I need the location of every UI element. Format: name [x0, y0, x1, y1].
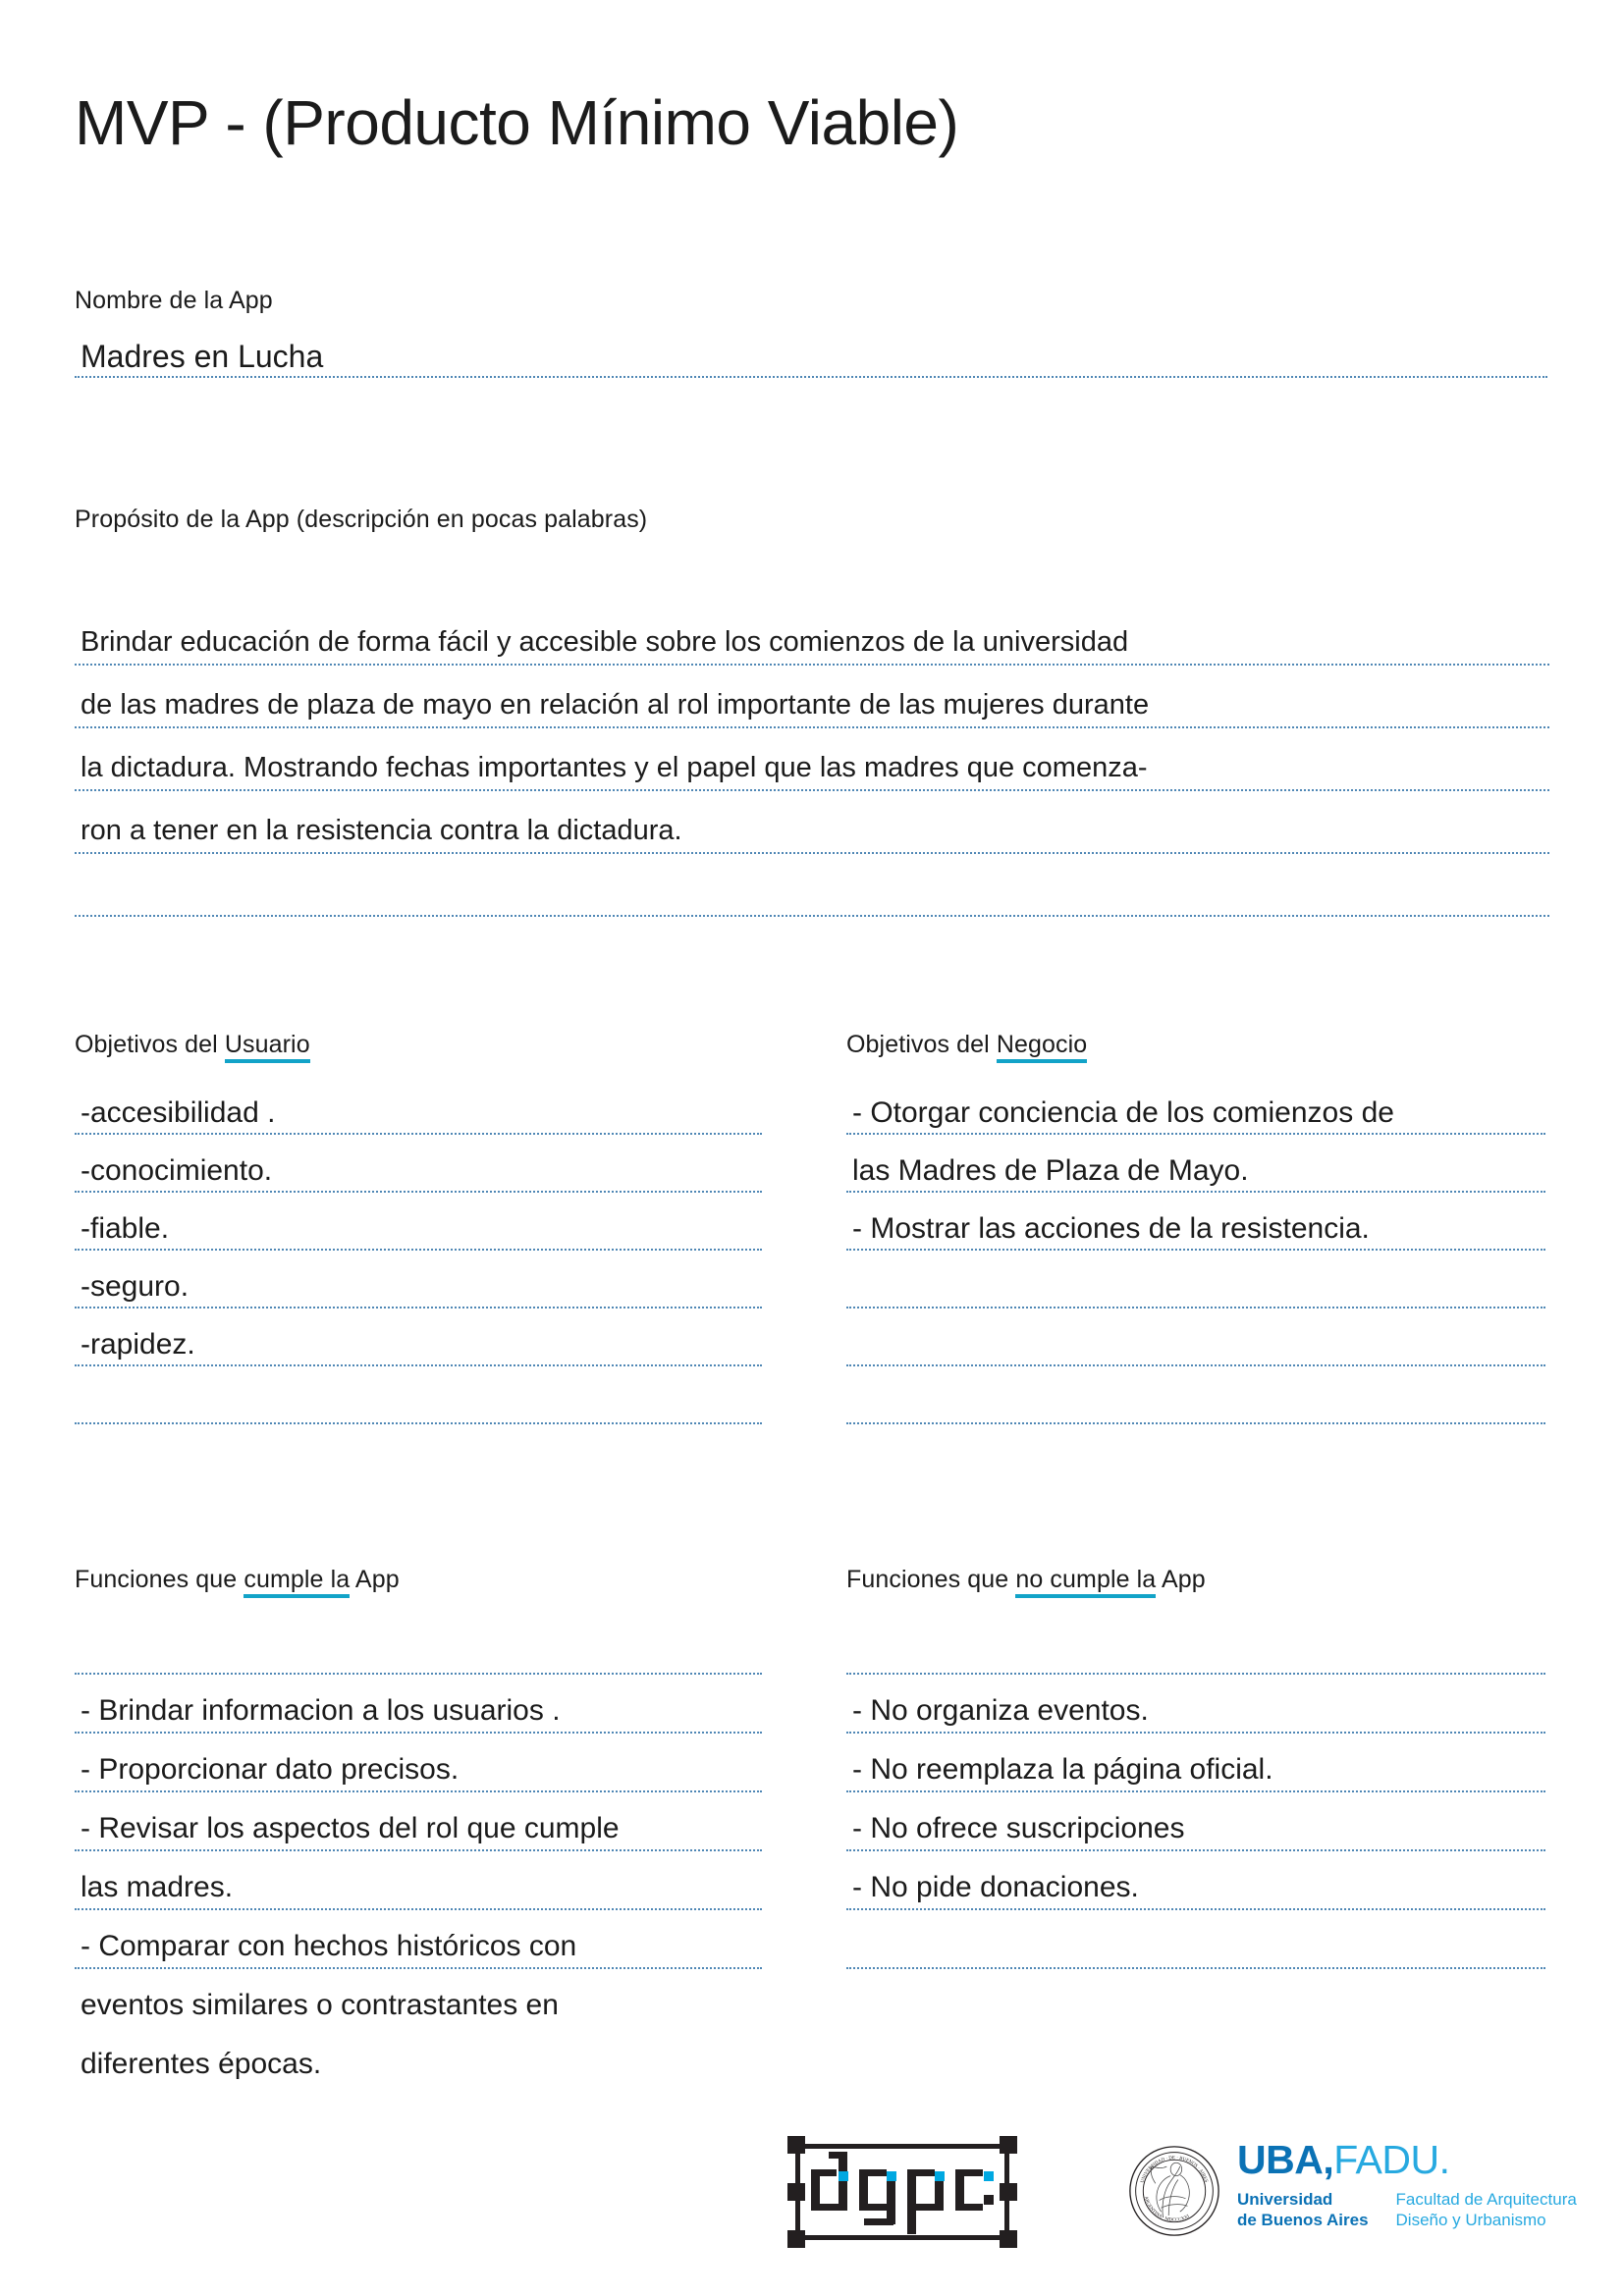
function-line[interactable]: - Revisar los aspectos del rol que cumple [75, 1792, 762, 1851]
purpose-section [75, 506, 1549, 917]
fadu-subtitle-line1: Facultad de Arquitectura [1395, 2190, 1577, 2209]
page-title: MVP - (Producto Mínimo Viable) [75, 87, 959, 158]
function-line[interactable]: - No organiza eventos. [846, 1675, 1545, 1734]
uba-fadu-logo [1127, 2130, 1577, 2258]
functions-fulfilled-label-prefix: Funciones que [75, 1566, 244, 1593]
dgpc-handle-bottom-right-icon [1000, 2230, 1017, 2248]
user-goals-lines [75, 1077, 762, 1424]
svg-text:ARGENTINA · MDCCCXXI: ARGENTINA · MDCCCXXI [1142, 2196, 1191, 2223]
uba-seal-icon [1127, 2144, 1221, 2238]
user-goals-label [75, 1031, 762, 1059]
business-goal-line[interactable]: - Mostrar las acciones de la resistencia. [846, 1193, 1545, 1251]
uba-subtitle-line2: de Buenos Aires [1237, 2211, 1369, 2230]
business-goals-lines [846, 1077, 1545, 1424]
uba-fadu-text [1237, 2137, 1577, 2231]
functions-not-fulfilled-section [846, 1566, 1545, 2028]
uba-wordmark: UBA, [1237, 2137, 1334, 2182]
function-line[interactable]: las madres. [75, 1851, 762, 1910]
functions-fulfilled-label-suffix: App [350, 1566, 400, 1593]
app-name-label: Nombre de la App [75, 287, 273, 314]
dgpc-handle-middle-right-icon [1000, 2183, 1017, 2201]
purpose-line[interactable]: la dictadura. Mostrando fechas importantes y el papel que las madres que comenza- [75, 728, 1549, 791]
function-line[interactable] [75, 1612, 762, 1675]
business-goal-line[interactable] [846, 1366, 1545, 1424]
business-goals-section [846, 1031, 1545, 1424]
purpose-line[interactable] [75, 854, 1549, 917]
business-goal-line[interactable] [846, 1251, 1545, 1308]
function-line[interactable] [846, 1969, 1545, 2028]
user-goal-line[interactable]: -rapidez. [75, 1308, 762, 1366]
user-goal-line[interactable]: -fiable. [75, 1193, 762, 1251]
user-goals-label-prefix: Objetivos del [75, 1031, 225, 1058]
functions-not-fulfilled-label-suffix: App [1156, 1566, 1206, 1593]
dgpc-logo [785, 2134, 1019, 2250]
business-goals-label-keyword: Negocio [997, 1031, 1087, 1063]
function-line[interactable]: - Proporcionar dato precisos. [75, 1734, 762, 1792]
footer [0, 2128, 1624, 2295]
svg-text:UNIVERSIDAD · DE · BUENOS · AI: UNIVERSIDAD · DE · BUENOS · AIRES [1140, 2156, 1209, 2184]
purpose-line[interactable]: Brindar educación de forma fácil y accesible sobre los comienzos de la universidad [75, 603, 1549, 666]
function-line[interactable] [846, 1910, 1545, 1969]
business-goal-line[interactable]: - Otorgar conciencia de los comienzos de [846, 1077, 1545, 1135]
dgpc-handle-top-right-icon [1000, 2136, 1017, 2154]
uba-subtitle [1237, 2189, 1369, 2231]
dgpc-handle-bottom-left-icon [787, 2230, 805, 2248]
fadu-wordmark: FADU. [1333, 2137, 1450, 2182]
user-goal-line[interactable]: -accesibilidad . [75, 1077, 762, 1135]
user-goal-line[interactable] [75, 1366, 762, 1424]
functions-not-fulfilled-label-keyword: no cumple la [1015, 1566, 1156, 1598]
dgpc-handle-middle-left-icon [787, 2183, 805, 2201]
purpose-line[interactable]: ron a tener en la resistencia contra la dictadura. [75, 791, 1549, 854]
uba-fadu-wordmark [1237, 2137, 1577, 2182]
purpose-lines [75, 603, 1549, 917]
functions-fulfilled-label-keyword: cumple la [244, 1566, 350, 1598]
purpose-label: Propósito de la App (descripción en pocas palabras) [75, 506, 648, 533]
user-goal-line[interactable]: -seguro. [75, 1251, 762, 1308]
function-line[interactable]: - Brindar informacion a los usuarios . [75, 1675, 762, 1734]
uba-subtitle-line1: Universidad [1237, 2190, 1333, 2209]
function-line[interactable]: diferentes épocas. [81, 2048, 322, 2080]
business-goals-label-prefix: Objetivos del [846, 1031, 997, 1058]
function-line[interactable]: - No ofrece suscripciones [846, 1792, 1545, 1851]
business-goal-line[interactable] [846, 1308, 1545, 1366]
functions-fulfilled-section [75, 1566, 762, 2087]
business-goals-label [846, 1031, 1545, 1059]
user-goal-line[interactable]: -conocimiento. [75, 1135, 762, 1193]
app-name-value[interactable]: Madres en Lucha [75, 341, 1547, 378]
function-line[interactable]: - No reemplaza la página oficial. [846, 1734, 1545, 1792]
user-goals-label-keyword: Usuario [225, 1031, 310, 1063]
app-name-section [75, 287, 1547, 378]
dgpc-handle-top-left-icon [787, 2136, 805, 2154]
purpose-line[interactable]: de las madres de plaza de mayo en relación al rol importante de las mujeres durante [75, 666, 1549, 728]
functions-not-fulfilled-label-prefix: Funciones que [846, 1566, 1016, 1593]
functions-not-fulfilled-label [846, 1566, 1545, 1594]
dgpc-wordmark-icon [811, 2152, 994, 2234]
user-goals-section [75, 1031, 762, 1424]
function-line[interactable]: - Comparar con hechos históricos con [75, 1910, 762, 1969]
function-line[interactable] [846, 1612, 1545, 1675]
function-line[interactable]: - No pide donaciones. [846, 1851, 1545, 1910]
uba-fadu-subtitles [1237, 2189, 1577, 2231]
functions-fulfilled-lines [75, 1612, 762, 2087]
functions-not-fulfilled-lines [846, 1612, 1545, 2028]
fadu-subtitle-line2: Diseño y Urbanismo [1395, 2211, 1546, 2230]
business-goal-line[interactable]: las Madres de Plaza de Mayo. [846, 1135, 1545, 1193]
function-line[interactable]: eventos similares o contrastantes en [81, 1989, 559, 2021]
fadu-subtitle [1396, 2189, 1577, 2231]
functions-fulfilled-label [75, 1566, 762, 1594]
